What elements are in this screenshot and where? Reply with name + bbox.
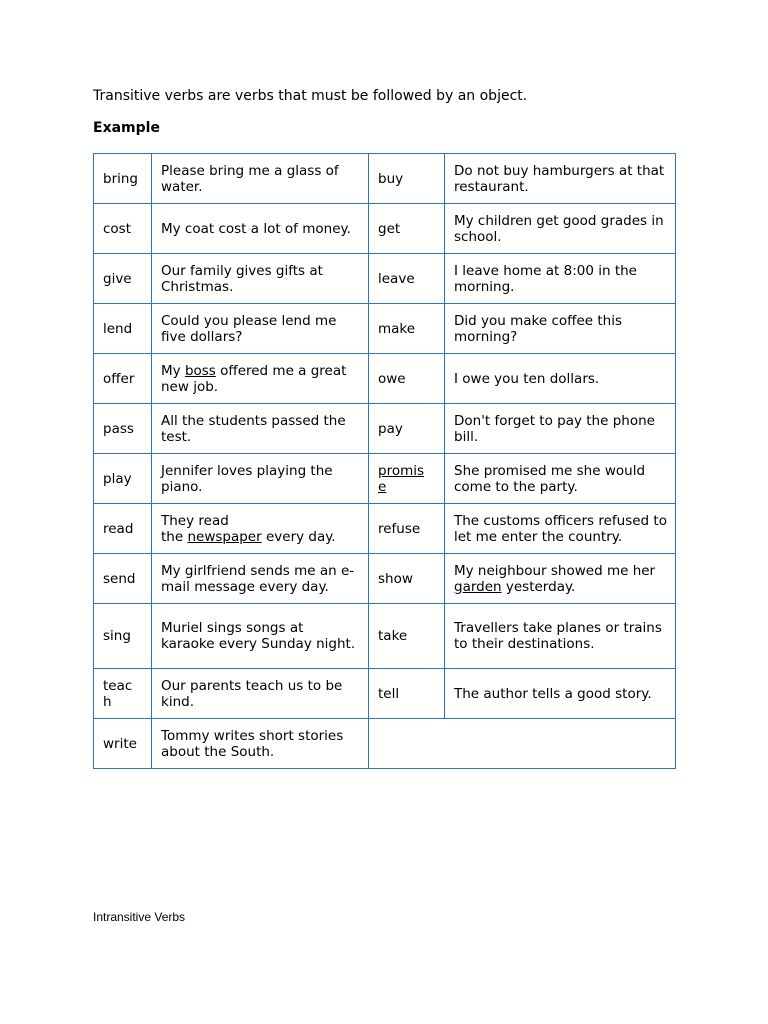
- sentence-cell: [152, 354, 369, 404]
- sentence-text: every day.: [261, 528, 336, 545]
- underlined-word[interactable]: newspaper: [187, 528, 262, 545]
- transitive-verbs-table: [93, 153, 676, 769]
- verb-cell: [94, 669, 152, 719]
- intransitive-verbs-heading: Intransitive Verbs: [93, 910, 186, 924]
- sentence-cell: The customs officers refused to let me enter the country.: [445, 504, 676, 554]
- underlined-verb[interactable]: promis: [378, 462, 425, 479]
- table-row: [94, 504, 676, 554]
- verb-cell: send: [94, 554, 152, 604]
- verb-cell: offer: [94, 354, 152, 404]
- table-row: [94, 354, 676, 404]
- sentence-text: My neighbour showed me her: [454, 562, 656, 579]
- table-row: [94, 554, 676, 604]
- verb-cell: cost: [94, 204, 152, 254]
- underlined-verb[interactable]: e: [378, 478, 387, 495]
- verb-cell: pay: [369, 404, 445, 454]
- table-row: [94, 404, 676, 454]
- table-row: [94, 204, 676, 254]
- sentence-cell: All the students passed the test.: [152, 404, 369, 454]
- sentence-cell: My girlfriend sends me an e-mail message every day.: [152, 554, 369, 604]
- sentence-cell: [152, 504, 369, 554]
- table-row: [94, 454, 676, 504]
- table-row: [94, 669, 676, 719]
- sentence-text: yesterday.: [501, 578, 576, 595]
- underlined-word[interactable]: boss: [184, 362, 216, 379]
- table-row: [94, 254, 676, 304]
- empty-cell: [369, 719, 676, 769]
- table-row: [94, 719, 676, 769]
- sentence-text: My: [161, 362, 185, 379]
- sentence-cell: My children get good grades in school.: [445, 204, 676, 254]
- sentence-cell: Could you please lend me five dollars?: [152, 304, 369, 354]
- verb-cell: sing: [94, 604, 152, 669]
- intro-paragraph: Transitive verbs are verbs that must be followed by an object.: [93, 88, 528, 104]
- table-row: [94, 604, 676, 669]
- sentence-cell: Tommy writes short stories about the South.: [152, 719, 369, 769]
- verb-cell: buy: [369, 154, 445, 204]
- sentence-cell: Jennifer loves playing the piano.: [152, 454, 369, 504]
- verb-cell: lend: [94, 304, 152, 354]
- verb-text: teac: [103, 677, 133, 694]
- table-row: [94, 154, 676, 204]
- sentence-text: They read: [161, 512, 229, 529]
- verb-cell: show: [369, 554, 445, 604]
- verb-cell: get: [369, 204, 445, 254]
- sentence-cell: Travellers take planes or trains to their destinations.: [445, 604, 676, 669]
- verb-text: h: [103, 693, 112, 710]
- verb-cell: take: [369, 604, 445, 669]
- verb-cell: play: [94, 454, 152, 504]
- sentence-cell: [445, 554, 676, 604]
- sentence-cell: She promised me she would come to the party.: [445, 454, 676, 504]
- sentence-text: offered me a great new job.: [161, 362, 347, 395]
- underlined-word[interactable]: garden: [454, 578, 502, 595]
- verb-cell: leave: [369, 254, 445, 304]
- sentence-cell: I leave home at 8:00 in the morning.: [445, 254, 676, 304]
- verb-cell: pass: [94, 404, 152, 454]
- example-heading: Example: [93, 120, 160, 136]
- sentence-cell: I owe you ten dollars.: [445, 354, 676, 404]
- sentence-text: the: [161, 528, 188, 545]
- table-row: [94, 304, 676, 354]
- verb-cell: bring: [94, 154, 152, 204]
- sentence-cell: Our family gives gifts at Christmas.: [152, 254, 369, 304]
- verb-cell: read: [94, 504, 152, 554]
- sentence-cell: Please bring me a glass of water.: [152, 154, 369, 204]
- verb-cell: tell: [369, 669, 445, 719]
- verb-cell: refuse: [369, 504, 445, 554]
- sentence-cell: Muriel sings songs at karaoke every Sunday night.: [152, 604, 369, 669]
- verb-cell: [369, 454, 445, 504]
- verb-cell: give: [94, 254, 152, 304]
- sentence-cell: Did you make coffee this morning?: [445, 304, 676, 354]
- verb-cell: owe: [369, 354, 445, 404]
- sentence-cell: Do not buy hamburgers at that restaurant.: [445, 154, 676, 204]
- verb-cell: make: [369, 304, 445, 354]
- sentence-cell: My coat cost a lot of money.: [152, 204, 369, 254]
- sentence-cell: Our parents teach us to be kind.: [152, 669, 369, 719]
- sentence-cell: Don't forget to pay the phone bill.: [445, 404, 676, 454]
- sentence-cell: The author tells a good story.: [445, 669, 676, 719]
- verb-cell: write: [94, 719, 152, 769]
